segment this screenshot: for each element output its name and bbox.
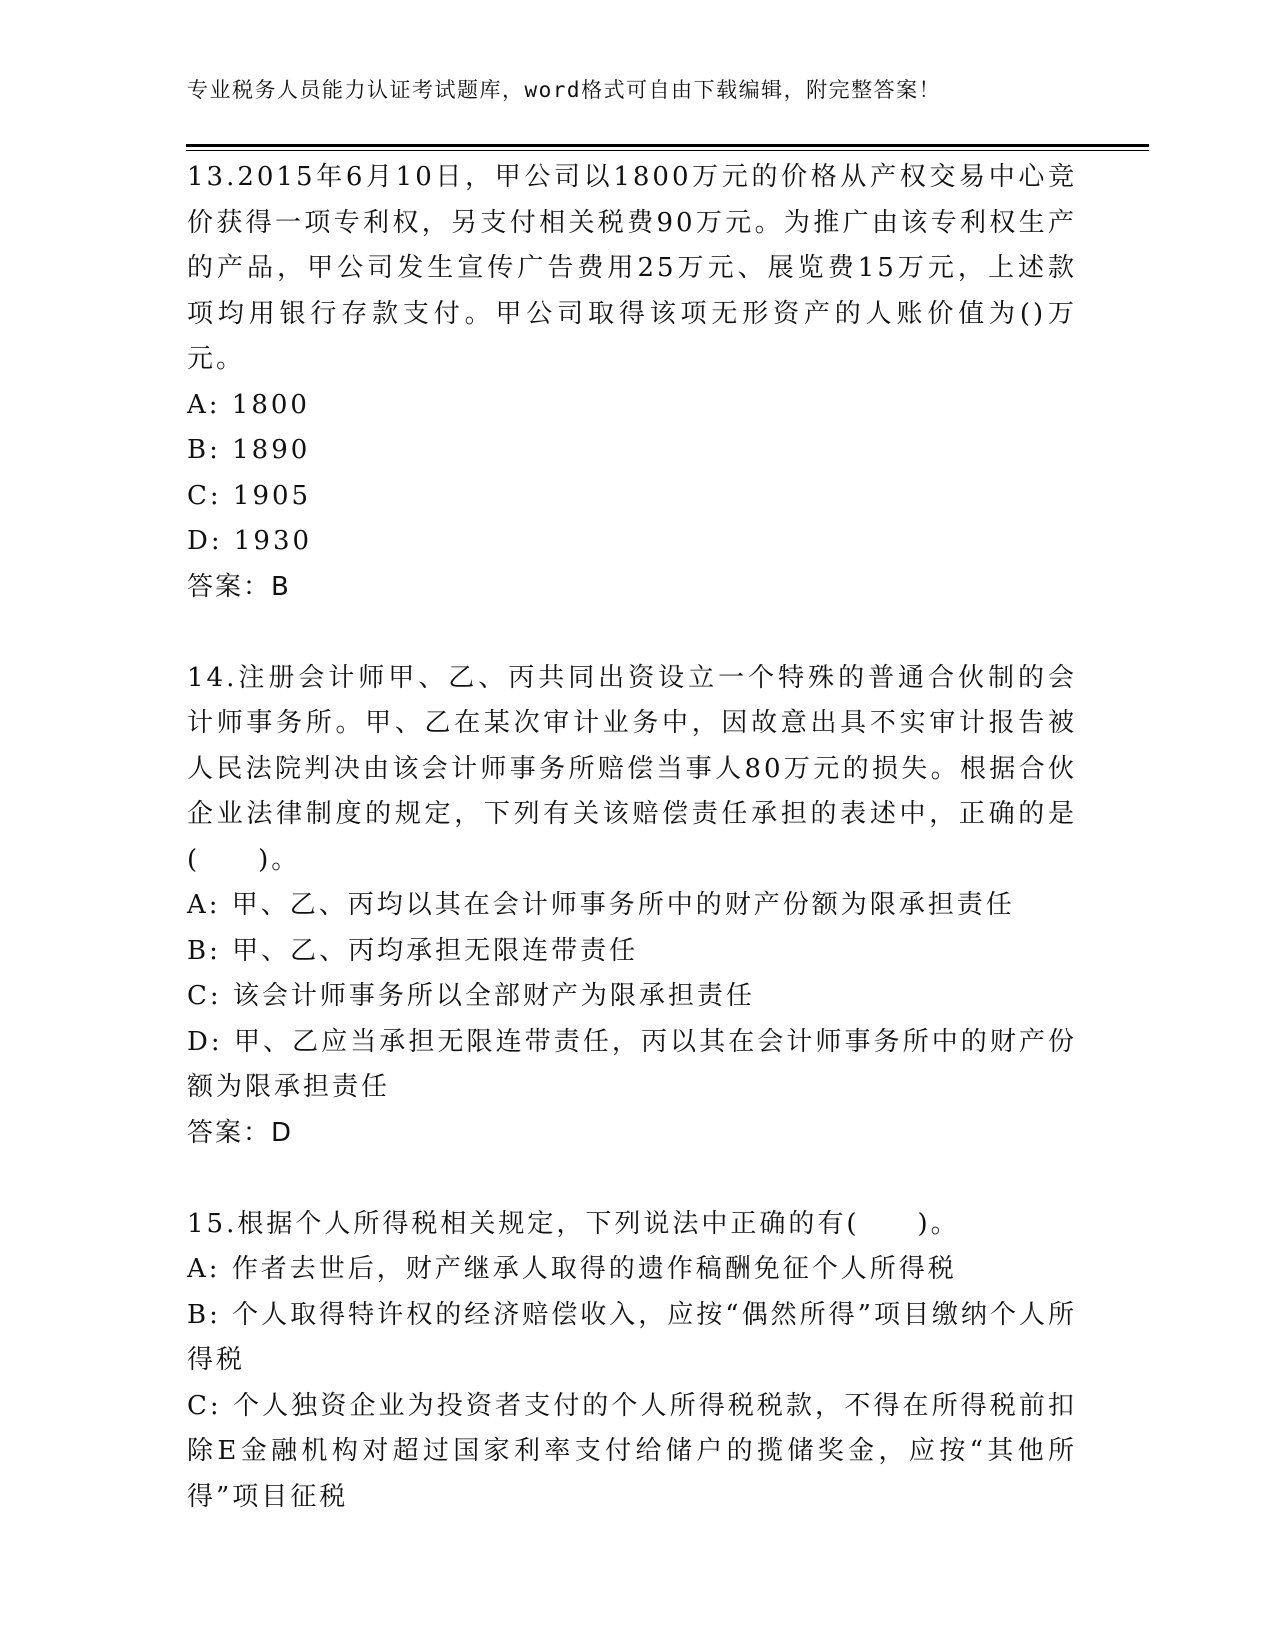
- option-c: C: 该会计师事务所以全部财产为限承担责任: [187, 981, 755, 1011]
- option-b: B: 个人取得特许权的经济赔偿收入，应按“偶然所得”项目缴纳个人所得税: [187, 1299, 1077, 1375]
- answer: 答案：D: [187, 1117, 294, 1148]
- question-13: [187, 155, 1077, 610]
- header-rule-thin: [186, 150, 1149, 151]
- question-list: [187, 155, 1077, 1520]
- question-stem: 14.注册会计师甲、乙、丙共同出资设立一个特殊的普通合伙制的会计师事务所。甲、乙在某次审计业务中，因故意出具不实审计报告被人民法院判决由该会计师事务所赔偿当事人80万元的损失。根据合伙企业法律制度的规定，下列有关该赔偿责任承担的表述中，正确的是( )。: [187, 662, 1077, 875]
- option-d: D: 甲、乙应当承担无限连带责任，丙以其在会计师事务所中的财产份额为限承担责任: [187, 1026, 1077, 1102]
- question-stem: 15.根据个人所得税相关规定，下列说法中正确的有( )。: [187, 1208, 960, 1239]
- question-14: [187, 656, 1077, 1157]
- option-d: D: 1930: [187, 526, 313, 556]
- option-b: B: 1890: [187, 435, 311, 465]
- answer: 答案：B: [187, 571, 291, 602]
- option-a: A: 甲、乙、丙均以其在会计师事务所中的财产份额为限承担责任: [187, 890, 1015, 920]
- option-a: A: 1800: [187, 389, 310, 420]
- question-stem: 13.2015年6月10日，甲公司以1800万元的价格从产权交易中心竞价获得一项专利权，另支付相关税费90万元。为推广由该专利权生产的产品，甲公司发生宣传广告费用25万元、展览费15万元，上述款项均用银行存款支付。甲公司取得该项无形资产的人账价值为()万元。: [187, 162, 1077, 374]
- page-header: 专业税务人员能力认证考试题库，word格式可自由下载编辑，附完整答案！: [187, 78, 942, 102]
- option-a: A: 作者去世后，财产继承人取得的遗作稿酬免征个人所得税: [187, 1254, 957, 1284]
- option-c: C: 个人独资企业为投资者支付的个人所得税税款，不得在所得税前扣除E金融机构对超过国家利率支付给储户的揽储奖金，应按“其他所得”项目征税: [187, 1390, 1077, 1512]
- option-c: C: 1905: [187, 480, 312, 511]
- header-rule-thick: [186, 144, 1149, 147]
- option-b: B: 甲、乙、丙均承担无限连带责任: [187, 935, 639, 966]
- question-15: [187, 1202, 1077, 1521]
